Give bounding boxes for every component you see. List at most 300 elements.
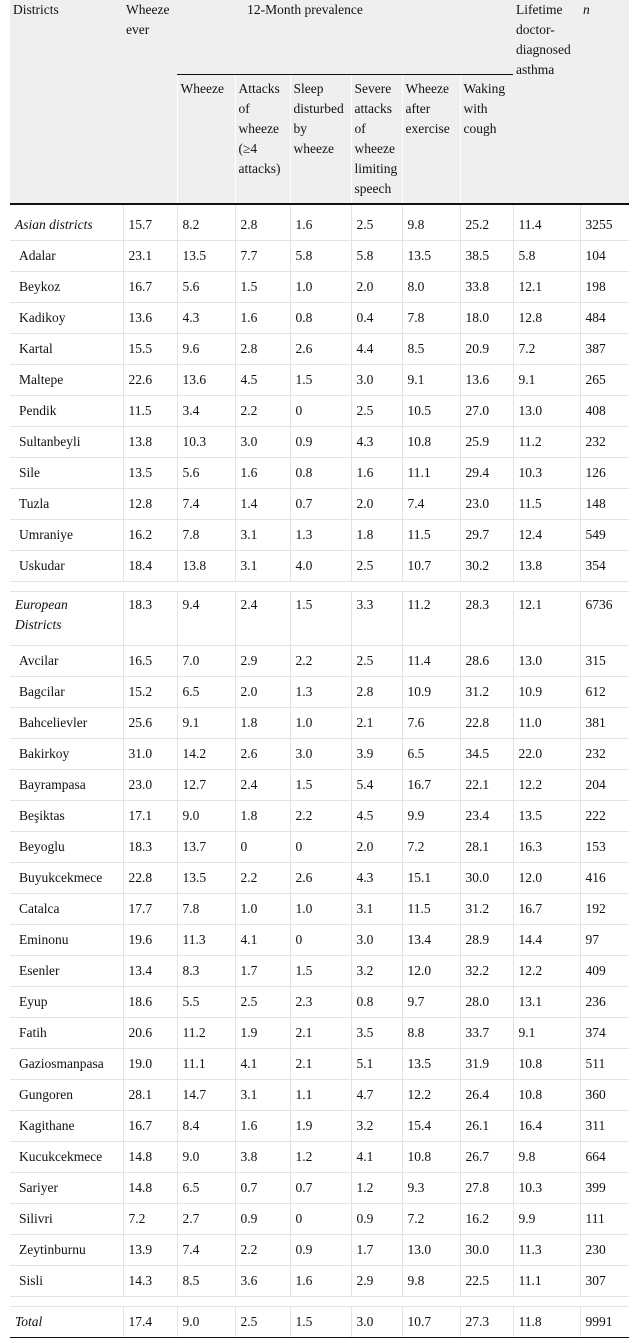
value-cell: 315 [580,646,629,677]
value-cell: 18.3 [123,832,177,863]
value-cell: 3.8 [235,1142,290,1173]
value-cell: 2.1 [290,1018,351,1049]
value-cell: 307 [580,1266,629,1297]
value-cell: 28.1 [123,1080,177,1111]
table-row [10,458,629,489]
table-row [10,1080,629,1111]
value-cell: 16.2 [123,520,177,551]
value-cell: 4.1 [351,1142,402,1173]
value-cell: 31.9 [460,1049,513,1080]
value-cell: 0 [290,832,351,863]
table-row [10,770,629,801]
district-name: Adalar [10,241,123,272]
value-cell: 2.1 [351,708,402,739]
subheader-1: Attacks of wheeze (≥4 attacks) [235,75,290,205]
value-cell: 549 [580,520,629,551]
value-cell: 3.1 [235,1080,290,1111]
value-cell: 1.9 [235,1018,290,1049]
region-row-asian [10,204,629,241]
district-name: Maltepe [10,365,123,396]
header-12-month-prevalence: 12-Month prevalence [177,0,513,75]
value-cell: 12.1 [513,592,580,646]
value-cell: 13.5 [177,241,235,272]
value-cell: 7.7 [235,241,290,272]
value-cell: 10.7 [402,551,460,582]
value-cell: 1.5 [290,592,351,646]
value-cell: 399 [580,1173,629,1204]
value-cell: 5.8 [513,241,580,272]
subheader-3: Severe attacks of wheeze limiting speech [351,75,402,205]
value-cell: 10.8 [513,1080,580,1111]
subheader-2: Sleep disturbed by wheeze [290,75,351,205]
asian-section [10,204,629,592]
value-cell: 29.7 [460,520,513,551]
value-cell: 1.8 [351,520,402,551]
value-cell: 30.2 [460,551,513,582]
value-cell: 7.4 [177,1235,235,1266]
table-header [10,0,629,204]
value-cell: 17.4 [123,1307,177,1338]
value-cell: 409 [580,956,629,987]
value-cell: 14.2 [177,739,235,770]
value-cell: 2.4 [235,770,290,801]
value-cell: 14.8 [123,1142,177,1173]
value-cell: 104 [580,241,629,272]
value-cell: 0 [290,396,351,427]
value-cell: 9.8 [402,1266,460,1297]
value-cell: 12.4 [513,520,580,551]
table-row [10,241,629,272]
value-cell: 416 [580,863,629,894]
value-cell: 3.0 [235,427,290,458]
european-section [10,592,629,1307]
value-cell: 12.2 [402,1080,460,1111]
value-cell: 5.6 [177,272,235,303]
value-cell: 374 [580,1018,629,1049]
value-cell: 31.2 [460,894,513,925]
total-row [10,1307,629,1338]
value-cell: 7.4 [402,489,460,520]
spacer-row [10,582,629,592]
value-cell: 9.1 [402,365,460,396]
value-cell: 1.5 [290,956,351,987]
value-cell: 4.5 [235,365,290,396]
value-cell: 4.5 [351,801,402,832]
value-cell: 22.6 [123,365,177,396]
district-name: Beykoz [10,272,123,303]
value-cell: 5.5 [177,987,235,1018]
value-cell: 26.7 [460,1142,513,1173]
value-cell: 12.1 [513,272,580,303]
table-row [10,1173,629,1204]
table-row [10,1142,629,1173]
value-cell: 2.6 [235,739,290,770]
value-cell: 11.4 [513,204,580,241]
value-cell: 0 [290,925,351,956]
table-row [10,739,629,770]
value-cell: 15.2 [123,677,177,708]
value-cell: 13.1 [513,987,580,1018]
value-cell: 12.2 [513,956,580,987]
value-cell: 9.1 [513,365,580,396]
value-cell: 22.8 [123,863,177,894]
value-cell: 0 [235,832,290,863]
district-name: Uskudar [10,551,123,582]
district-name: Bayrampasa [10,770,123,801]
district-name: Catalca [10,894,123,925]
value-cell: 13.5 [513,801,580,832]
value-cell: 6736 [580,592,629,646]
value-cell: 2.5 [351,204,402,241]
value-cell: 360 [580,1080,629,1111]
header-n [580,0,629,204]
value-cell: 29.4 [460,458,513,489]
value-cell: 1.4 [235,489,290,520]
value-cell: 2.9 [351,1266,402,1297]
table-row [10,334,629,365]
value-cell: 236 [580,987,629,1018]
value-cell: 2.5 [351,396,402,427]
value-cell: 13.5 [123,458,177,489]
value-cell: 1.8 [235,801,290,832]
value-cell: 18.4 [123,551,177,582]
table-row [10,489,629,520]
value-cell: 28.1 [460,832,513,863]
value-cell: 1.2 [351,1173,402,1204]
district-name: Sisli [10,1266,123,1297]
value-cell: 10.8 [513,1049,580,1080]
value-cell: 265 [580,365,629,396]
value-cell: 13.0 [513,396,580,427]
value-cell: 33.7 [460,1018,513,1049]
value-cell: 11.5 [402,894,460,925]
table-row [10,832,629,863]
value-cell: 9.1 [177,708,235,739]
subheader-5: Waking with cough [460,75,513,205]
district-name: European Districts [10,592,123,646]
table-row [10,925,629,956]
value-cell: 3.2 [351,1111,402,1142]
value-cell: 1.0 [235,894,290,925]
district-name: Kucukcekmece [10,1142,123,1173]
value-cell: 2.0 [235,677,290,708]
value-cell: 8.0 [402,272,460,303]
value-cell: 3.0 [351,1307,402,1338]
value-cell: 9.4 [177,592,235,646]
value-cell: 1.6 [351,458,402,489]
value-cell: 23.0 [123,770,177,801]
value-cell: 1.0 [290,272,351,303]
value-cell: 11.2 [402,592,460,646]
value-cell: 13.6 [123,303,177,334]
value-cell: 2.2 [290,646,351,677]
table-row [10,1266,629,1297]
table-row [10,1235,629,1266]
value-cell: 1.1 [290,1080,351,1111]
value-cell: 13.8 [177,551,235,582]
value-cell: 1.5 [290,1307,351,1338]
value-cell: 3.3 [351,592,402,646]
value-cell: 2.9 [235,646,290,677]
value-cell: 20.6 [123,1018,177,1049]
value-cell: 9.0 [177,1142,235,1173]
value-cell: 148 [580,489,629,520]
value-cell: 1.7 [351,1235,402,1266]
value-cell: 28.3 [460,592,513,646]
value-cell: 18.6 [123,987,177,1018]
table-row [10,1111,629,1142]
district-name: Total [10,1307,123,1338]
value-cell: 17.1 [123,801,177,832]
district-name: Kadikoy [10,303,123,334]
value-cell: 4.7 [351,1080,402,1111]
value-cell: 13.4 [402,925,460,956]
value-cell: 4.4 [351,334,402,365]
value-cell: 3.5 [351,1018,402,1049]
value-cell: 4.0 [290,551,351,582]
value-cell: 3.4 [177,396,235,427]
table-row [10,365,629,396]
value-cell: 232 [580,739,629,770]
value-cell: 13.8 [123,427,177,458]
value-cell: 2.0 [351,832,402,863]
value-cell: 511 [580,1049,629,1080]
value-cell: 11.5 [123,396,177,427]
value-cell: 22.5 [460,1266,513,1297]
value-cell: 27.8 [460,1173,513,1204]
district-name: Kagithane [10,1111,123,1142]
value-cell: 14.4 [513,925,580,956]
subheader-4: Wheeze after exercise [402,75,460,205]
value-cell: 26.1 [460,1111,513,1142]
table-row [10,396,629,427]
value-cell: 10.3 [513,1173,580,1204]
value-cell: 1.5 [235,272,290,303]
table-row [10,427,629,458]
value-cell: 2.8 [235,334,290,365]
value-cell: 2.4 [235,592,290,646]
value-cell: 3.0 [290,739,351,770]
value-cell: 13.5 [177,863,235,894]
value-cell: 8.5 [177,1266,235,1297]
prevalence-table [10,0,629,1338]
value-cell: 111 [580,1204,629,1235]
value-cell: 0.9 [290,427,351,458]
value-cell: 11.1 [402,458,460,489]
value-cell: 1.6 [235,1111,290,1142]
value-cell: 1.6 [235,458,290,489]
value-cell: 3.6 [235,1266,290,1297]
value-cell: 5.8 [351,241,402,272]
value-cell: 1.5 [290,770,351,801]
subheader-0: Wheeze [177,75,235,205]
table-row [10,272,629,303]
value-cell: 2.7 [177,1204,235,1235]
value-cell: 7.2 [513,334,580,365]
value-cell: 32.2 [460,956,513,987]
value-cell: 15.4 [402,1111,460,1142]
value-cell: 11.5 [402,520,460,551]
value-cell: 612 [580,677,629,708]
value-cell: 12.8 [513,303,580,334]
value-cell: 10.9 [513,677,580,708]
value-cell: 1.5 [290,365,351,396]
value-cell: 381 [580,708,629,739]
value-cell: 204 [580,770,629,801]
value-cell: 2.5 [235,987,290,1018]
district-name: Silivri [10,1204,123,1235]
value-cell: 10.3 [513,458,580,489]
value-cell: 16.7 [123,1111,177,1142]
value-cell: 0.7 [290,1173,351,1204]
value-cell: 13.4 [123,956,177,987]
value-cell: 9.0 [177,1307,235,1338]
value-cell: 31.2 [460,677,513,708]
value-cell: 28.6 [460,646,513,677]
value-cell: 0.8 [290,458,351,489]
spacer-cell [10,1297,629,1307]
value-cell: 25.2 [460,204,513,241]
value-cell: 16.7 [513,894,580,925]
value-cell: 12.8 [123,489,177,520]
value-cell: 5.1 [351,1049,402,1080]
value-cell: 0.9 [351,1204,402,1235]
value-cell: 25.9 [460,427,513,458]
value-cell: 34.5 [460,739,513,770]
district-name: Esenler [10,956,123,987]
value-cell: 9.0 [177,801,235,832]
value-cell: 408 [580,396,629,427]
value-cell: 11.3 [513,1235,580,1266]
value-cell: 7.8 [402,303,460,334]
value-cell: 12.2 [513,770,580,801]
table-row [10,1204,629,1235]
value-cell: 0.8 [351,987,402,1018]
district-name: Kartal [10,334,123,365]
district-name: Fatih [10,1018,123,1049]
value-cell: 10.9 [402,677,460,708]
value-cell: 13.9 [123,1235,177,1266]
value-cell: 4.1 [235,925,290,956]
value-cell: 126 [580,458,629,489]
value-cell: 0.7 [290,489,351,520]
value-cell: 2.1 [290,1049,351,1080]
district-name: Sultanbeyli [10,427,123,458]
value-cell: 9.7 [402,987,460,1018]
value-cell: 1.2 [290,1142,351,1173]
value-cell: 10.8 [402,427,460,458]
district-name: Asian districts [10,204,123,241]
value-cell: 16.3 [513,832,580,863]
value-cell: 4.3 [351,427,402,458]
value-cell: 23.1 [123,241,177,272]
value-cell: 13.7 [177,832,235,863]
value-cell: 31.0 [123,739,177,770]
value-cell: 484 [580,303,629,334]
table-row [10,520,629,551]
value-cell: 12.0 [402,956,460,987]
value-cell: 11.1 [177,1049,235,1080]
value-cell: 1.3 [290,677,351,708]
value-cell: 1.3 [290,520,351,551]
value-cell: 2.0 [351,272,402,303]
value-cell: 23.4 [460,801,513,832]
value-cell: 30.0 [460,863,513,894]
region-row-european [10,592,629,646]
value-cell: 2.5 [235,1307,290,1338]
value-cell: 23.0 [460,489,513,520]
value-cell: 8.3 [177,956,235,987]
value-cell: 33.8 [460,272,513,303]
total-section [10,1307,629,1338]
table-row [10,551,629,582]
value-cell: 2.2 [235,863,290,894]
value-cell: 2.6 [290,863,351,894]
value-cell: 28.0 [460,987,513,1018]
value-cell: 30.0 [460,1235,513,1266]
value-cell: 11.2 [177,1018,235,1049]
value-cell: 16.2 [460,1204,513,1235]
value-cell: 9.9 [513,1204,580,1235]
table-row [10,894,629,925]
district-name: Eyup [10,987,123,1018]
value-cell: 0.9 [290,1235,351,1266]
value-cell: 13.8 [513,551,580,582]
value-cell: 5.6 [177,458,235,489]
value-cell: 25.6 [123,708,177,739]
value-cell: 16.4 [513,1111,580,1142]
value-cell: 11.0 [513,708,580,739]
value-cell: 3.2 [351,956,402,987]
value-cell: 18.3 [123,592,177,646]
district-name: Pendik [10,396,123,427]
value-cell: 4.3 [351,863,402,894]
value-cell: 5.8 [290,241,351,272]
value-cell: 38.5 [460,241,513,272]
value-cell: 18.0 [460,303,513,334]
value-cell: 20.9 [460,334,513,365]
value-cell: 354 [580,551,629,582]
value-cell: 11.5 [513,489,580,520]
value-cell: 664 [580,1142,629,1173]
value-cell: 0.9 [235,1204,290,1235]
value-cell: 1.6 [290,1266,351,1297]
value-cell: 1.6 [290,204,351,241]
value-cell: 1.7 [235,956,290,987]
value-cell: 12.7 [177,770,235,801]
prevalence-table-container [10,0,639,1338]
district-name: Eminonu [10,925,123,956]
value-cell: 16.7 [402,770,460,801]
district-name: Beyoglu [10,832,123,863]
value-cell: 19.0 [123,1049,177,1080]
value-cell: 8.2 [177,204,235,241]
value-cell: 13.6 [177,365,235,396]
value-cell: 8.5 [402,334,460,365]
value-cell: 10.3 [177,427,235,458]
district-name: Tuzla [10,489,123,520]
value-cell: 10.5 [402,396,460,427]
value-cell: 7.8 [177,520,235,551]
spacer-row [10,1297,629,1307]
value-cell: 9.3 [402,1173,460,1204]
value-cell: 13.5 [402,241,460,272]
value-cell: 1.9 [290,1111,351,1142]
value-cell: 12.0 [513,863,580,894]
value-cell: 2.2 [235,1235,290,1266]
spacer-cell [10,582,629,592]
value-cell: 0.4 [351,303,402,334]
